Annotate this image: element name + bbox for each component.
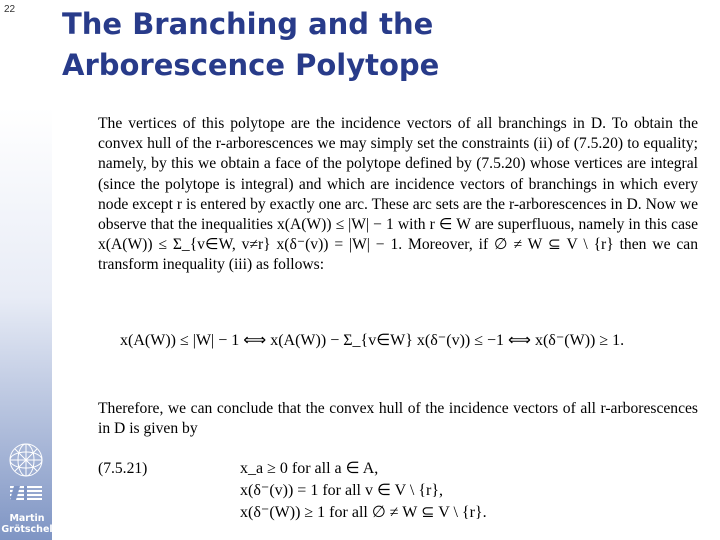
zib-logo-icon bbox=[6, 440, 46, 508]
display-equation: x(A(W)) ≤ |W| − 1 ⟺ x(A(W)) − Σ_{v∈W} x(δ⁻(v)) ≤ −1 ⟺ x(δ⁻(W)) ≥ 1. bbox=[120, 332, 625, 349]
author-last-name: Grötschel bbox=[1, 524, 53, 535]
paragraph-1-text: The vertices of this polytope are the incidence vectors of all branchings in D. To obtain the convex hull of the r-arborescences we may simply set the constraints (ii) of (7.5.20) to equality; namely, by this we obtain a face of the polytope defined by (7.5.20) whose vertices are integral (since the polytope is integral) and which are incidence vectors of branchings in which every node except r is entered by exactly one arc. These arc sets are the r-arborescences in D. Now we observe that the inequalities x(A(W)) ≤ |W| − 1 with r ∈ W are superfluous, namely in this case x(A(W)) ≤ Σ_{v∈W, v≠r} x(δ⁻(v)) = |W| − 1. Moreover, if ∅ ≠ W ⊆ V \ {r} then we can transform inequality (iii) as follows: bbox=[98, 115, 698, 274]
system-row-1: x_a ≥ 0 for all a ∈ A, bbox=[240, 460, 379, 477]
body-paragraph-2 bbox=[98, 399, 698, 439]
title-line-2: Arborescence Polytope bbox=[62, 48, 440, 82]
slide-title bbox=[62, 4, 439, 86]
body-paragraph-1 bbox=[98, 114, 698, 276]
author-first-name: Martin bbox=[9, 513, 45, 524]
system-row-2: x(δ⁻(v)) = 1 for all v ∈ V \ {r}, bbox=[240, 482, 444, 499]
system-number: (7.5.21) bbox=[98, 460, 148, 477]
title-line-1: The Branching and the bbox=[62, 7, 434, 41]
page-number: 22 bbox=[4, 4, 16, 15]
sidebar bbox=[0, 0, 52, 540]
system-row-3: x(δ⁻(W)) ≥ 1 for all ∅ ≠ W ⊆ V \ {r}. bbox=[240, 504, 487, 521]
author-name bbox=[0, 513, 54, 535]
equation-system bbox=[240, 458, 487, 524]
paragraph-2-text: Therefore, we can conclude that the convex hull of the incidence vectors of all r-arborescences in D is given by bbox=[98, 400, 698, 438]
